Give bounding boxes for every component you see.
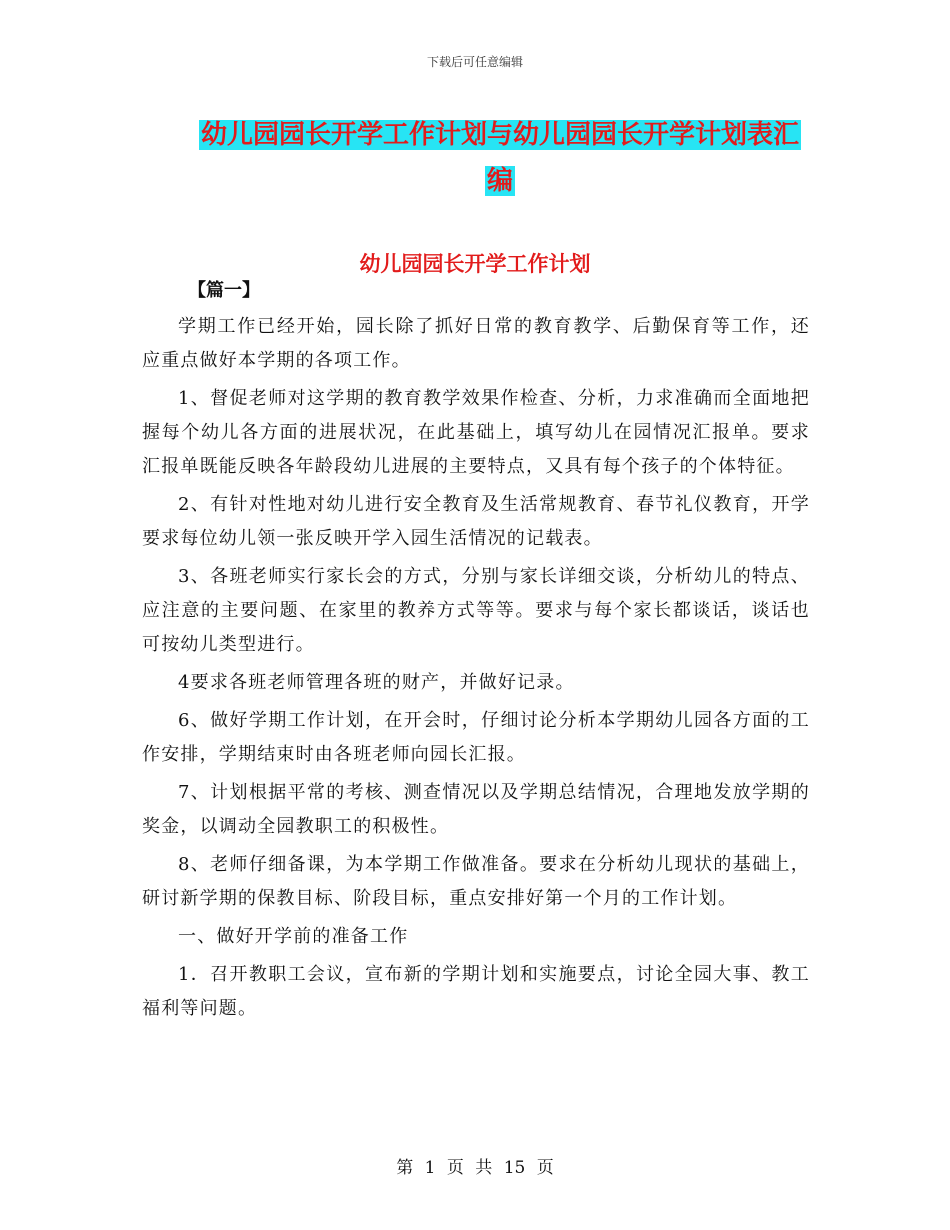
paragraph: 7、计划根据平常的考核、测查情况以及学期总结情况，合理地发放学期的奖金，以调动全园教职工的积极性。 — [142, 782, 810, 837]
document-body — [142, 310, 810, 1030]
page-header-note: 下载后可任意编辑 — [426, 55, 523, 69]
paragraph: 一、做好开学前的准备工作 — [178, 926, 409, 947]
paragraph: 8、老师仔细备课，为本学期工作做准备。要求在分析幼儿现状的基础上，研讨新学期的保教目标、阶段目标，重点安排好第一个月的工作计划。 — [142, 854, 810, 909]
document-title-line-1: 幼儿园园长开学工作计划与幼儿园园长开学计划表汇 — [200, 120, 799, 150]
article-label: 【篇一】 — [188, 280, 260, 301]
paragraph: 4要求各班老师管理各班的财产，并做好记录。 — [178, 672, 575, 693]
paragraph: 学期工作已经开始，园长除了抓好日常的教育教学、后勤保育等工作，还应重点做好本学期的各项工作。 — [142, 316, 810, 371]
section-title: 幼儿园园长开学工作计划 — [359, 252, 591, 276]
document-title-line-2: 编 — [486, 166, 513, 196]
page-number-footer: 第 1 页 共 15 页 — [396, 1158, 554, 1178]
paragraph: 3、各班老师实行家长会的方式，分别与家长详细交谈，分析幼儿的特点、应注意的主要问题、在家里的教养方式等等。要求与每个家长都谈话，谈话也可按幼儿类型进行。 — [142, 566, 810, 655]
paragraph: 6、做好学期工作计划，在开会时，仔细讨论分析本学期幼儿园各方面的工作安排，学期结束时由各班老师向园长汇报。 — [142, 710, 810, 765]
document-title — [190, 112, 810, 204]
paragraph: 1．召开教职工会议，宣布新的学期计划和实施要点，讨论全园大事、教工福利等问题。 — [142, 964, 810, 1019]
paragraph: 1、督促老师对这学期的教育教学效果作检查、分析，力求准确而全面地把握每个幼儿各方面的进展状况，在此基础上，填写幼儿在园情况汇报单。要求汇报单既能反映各年龄段幼儿进展的主要特点，又具有每个孩子的个体特征。 — [142, 388, 810, 477]
paragraph: 2、有针对性地对幼儿进行安全教育及生活常规教育、春节礼仪教育，开学要求每位幼儿领一张反映开学入园生活情况的记载表。 — [142, 494, 810, 549]
